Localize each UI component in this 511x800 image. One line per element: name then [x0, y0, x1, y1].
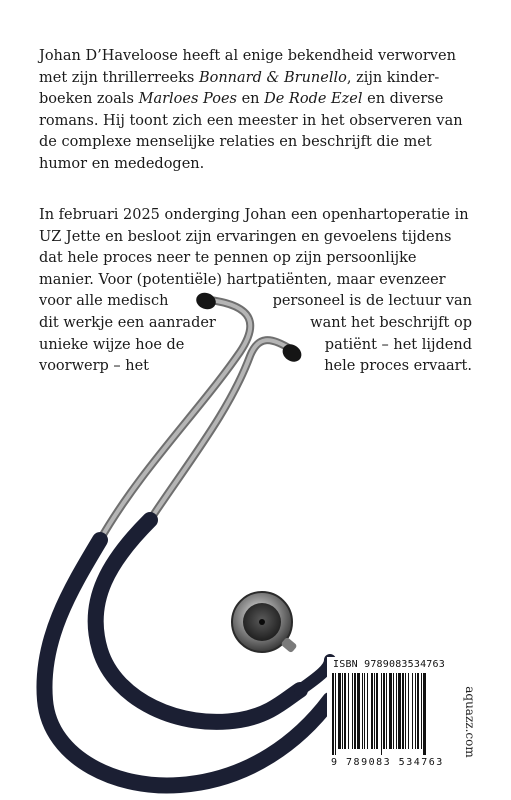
- barcode-bar: [423, 673, 426, 755]
- barcode-bar: [344, 673, 346, 749]
- bio-line-4: romans. Hij toont zich een meester in het observeren van: [39, 112, 463, 129]
- desc-line-3: dat hele proces neer te pennen op zijn persoonlijke: [39, 250, 417, 267]
- barcode-bar: [352, 673, 353, 749]
- desc-line-2: UZ Jette en besloot zijn ervaringen en gevoelens tijdens: [39, 228, 452, 245]
- book-description-paragraph: [39, 205, 472, 378]
- author-bio-paragraph: [39, 46, 472, 176]
- barcode-bar: [389, 673, 392, 749]
- barcode-bar: [412, 673, 413, 749]
- bio-line-5: de complexe menselijke relaties en beschrijft die met: [39, 134, 432, 151]
- barcode-bars: [331, 673, 453, 755]
- desc-line-1: In februari 2025 onderging Johan een openhartoperatie in: [39, 207, 469, 223]
- barcode-bar: [342, 673, 343, 749]
- barcode-bar: [417, 673, 419, 749]
- desc-line-5: voor alle medisch personeel is de lectuur van: [39, 293, 472, 310]
- barcode-bar: [393, 673, 394, 749]
- barcode-bar: [348, 673, 349, 749]
- barcode-bar: [332, 673, 334, 755]
- barcode-bar: [408, 673, 409, 749]
- barcode-bar: [367, 673, 368, 749]
- series-title: Bonnard & Brunello: [198, 69, 347, 86]
- barcode-bar: [383, 673, 385, 749]
- barcode-bar: [415, 673, 416, 749]
- barcode-bar: [381, 673, 382, 755]
- desc-line-8: voorwerp – het hele proces ervaart.: [39, 358, 472, 375]
- barcode-bar: [371, 673, 373, 749]
- bio-line-3: boeken zoals Marloes Poes en De Rode Ezel en diverse: [39, 91, 444, 108]
- barcode-bar: [396, 673, 397, 749]
- barcode-bar: [405, 673, 406, 749]
- book-title-1: Marloes Poes: [138, 91, 237, 108]
- barcode-bar: [421, 673, 422, 749]
- isbn-barcode: [327, 657, 457, 772]
- barcode-bar: [364, 673, 365, 749]
- desc-line-7: unieke wijze hoe de patiënt – het lijdend: [39, 336, 472, 353]
- barcode-bar: [357, 673, 360, 749]
- barcode-bar: [354, 673, 356, 749]
- barcode-bar: [338, 673, 341, 749]
- barcode-bar: [402, 673, 404, 749]
- barcode-bar: [374, 673, 375, 749]
- isbn-digits: 9 789083 534763: [331, 757, 444, 768]
- rubber-tubing: [44, 520, 330, 786]
- desc-line-4: manier. Voor (potentiële) hartpatiënten, maar evenzeer: [39, 271, 446, 288]
- barcode-bar: [376, 673, 378, 749]
- barcode-bar: [386, 673, 387, 749]
- bio-line-2: met zijn thrillerreeks Bonnard & Brunello, zijn kinder-: [39, 69, 440, 86]
- publisher-url: aquazz.com: [463, 686, 477, 758]
- book-title-2: De Rode Ezel: [264, 91, 363, 108]
- bio-line-1: Johan D’Haveloose heeft al enige bekendheid verworven: [39, 48, 456, 64]
- bio-line-6: humor en mededogen.: [39, 155, 205, 172]
- isbn-label: ISBN 9789083534763: [333, 659, 445, 670]
- barcode-bar: [398, 673, 401, 749]
- barcode-bar: [335, 673, 336, 755]
- barcode-bar: [362, 673, 363, 749]
- chestpiece-icon: [232, 592, 298, 653]
- desc-line-6: dit werkje een aanrader want het beschrijft op: [39, 314, 472, 331]
